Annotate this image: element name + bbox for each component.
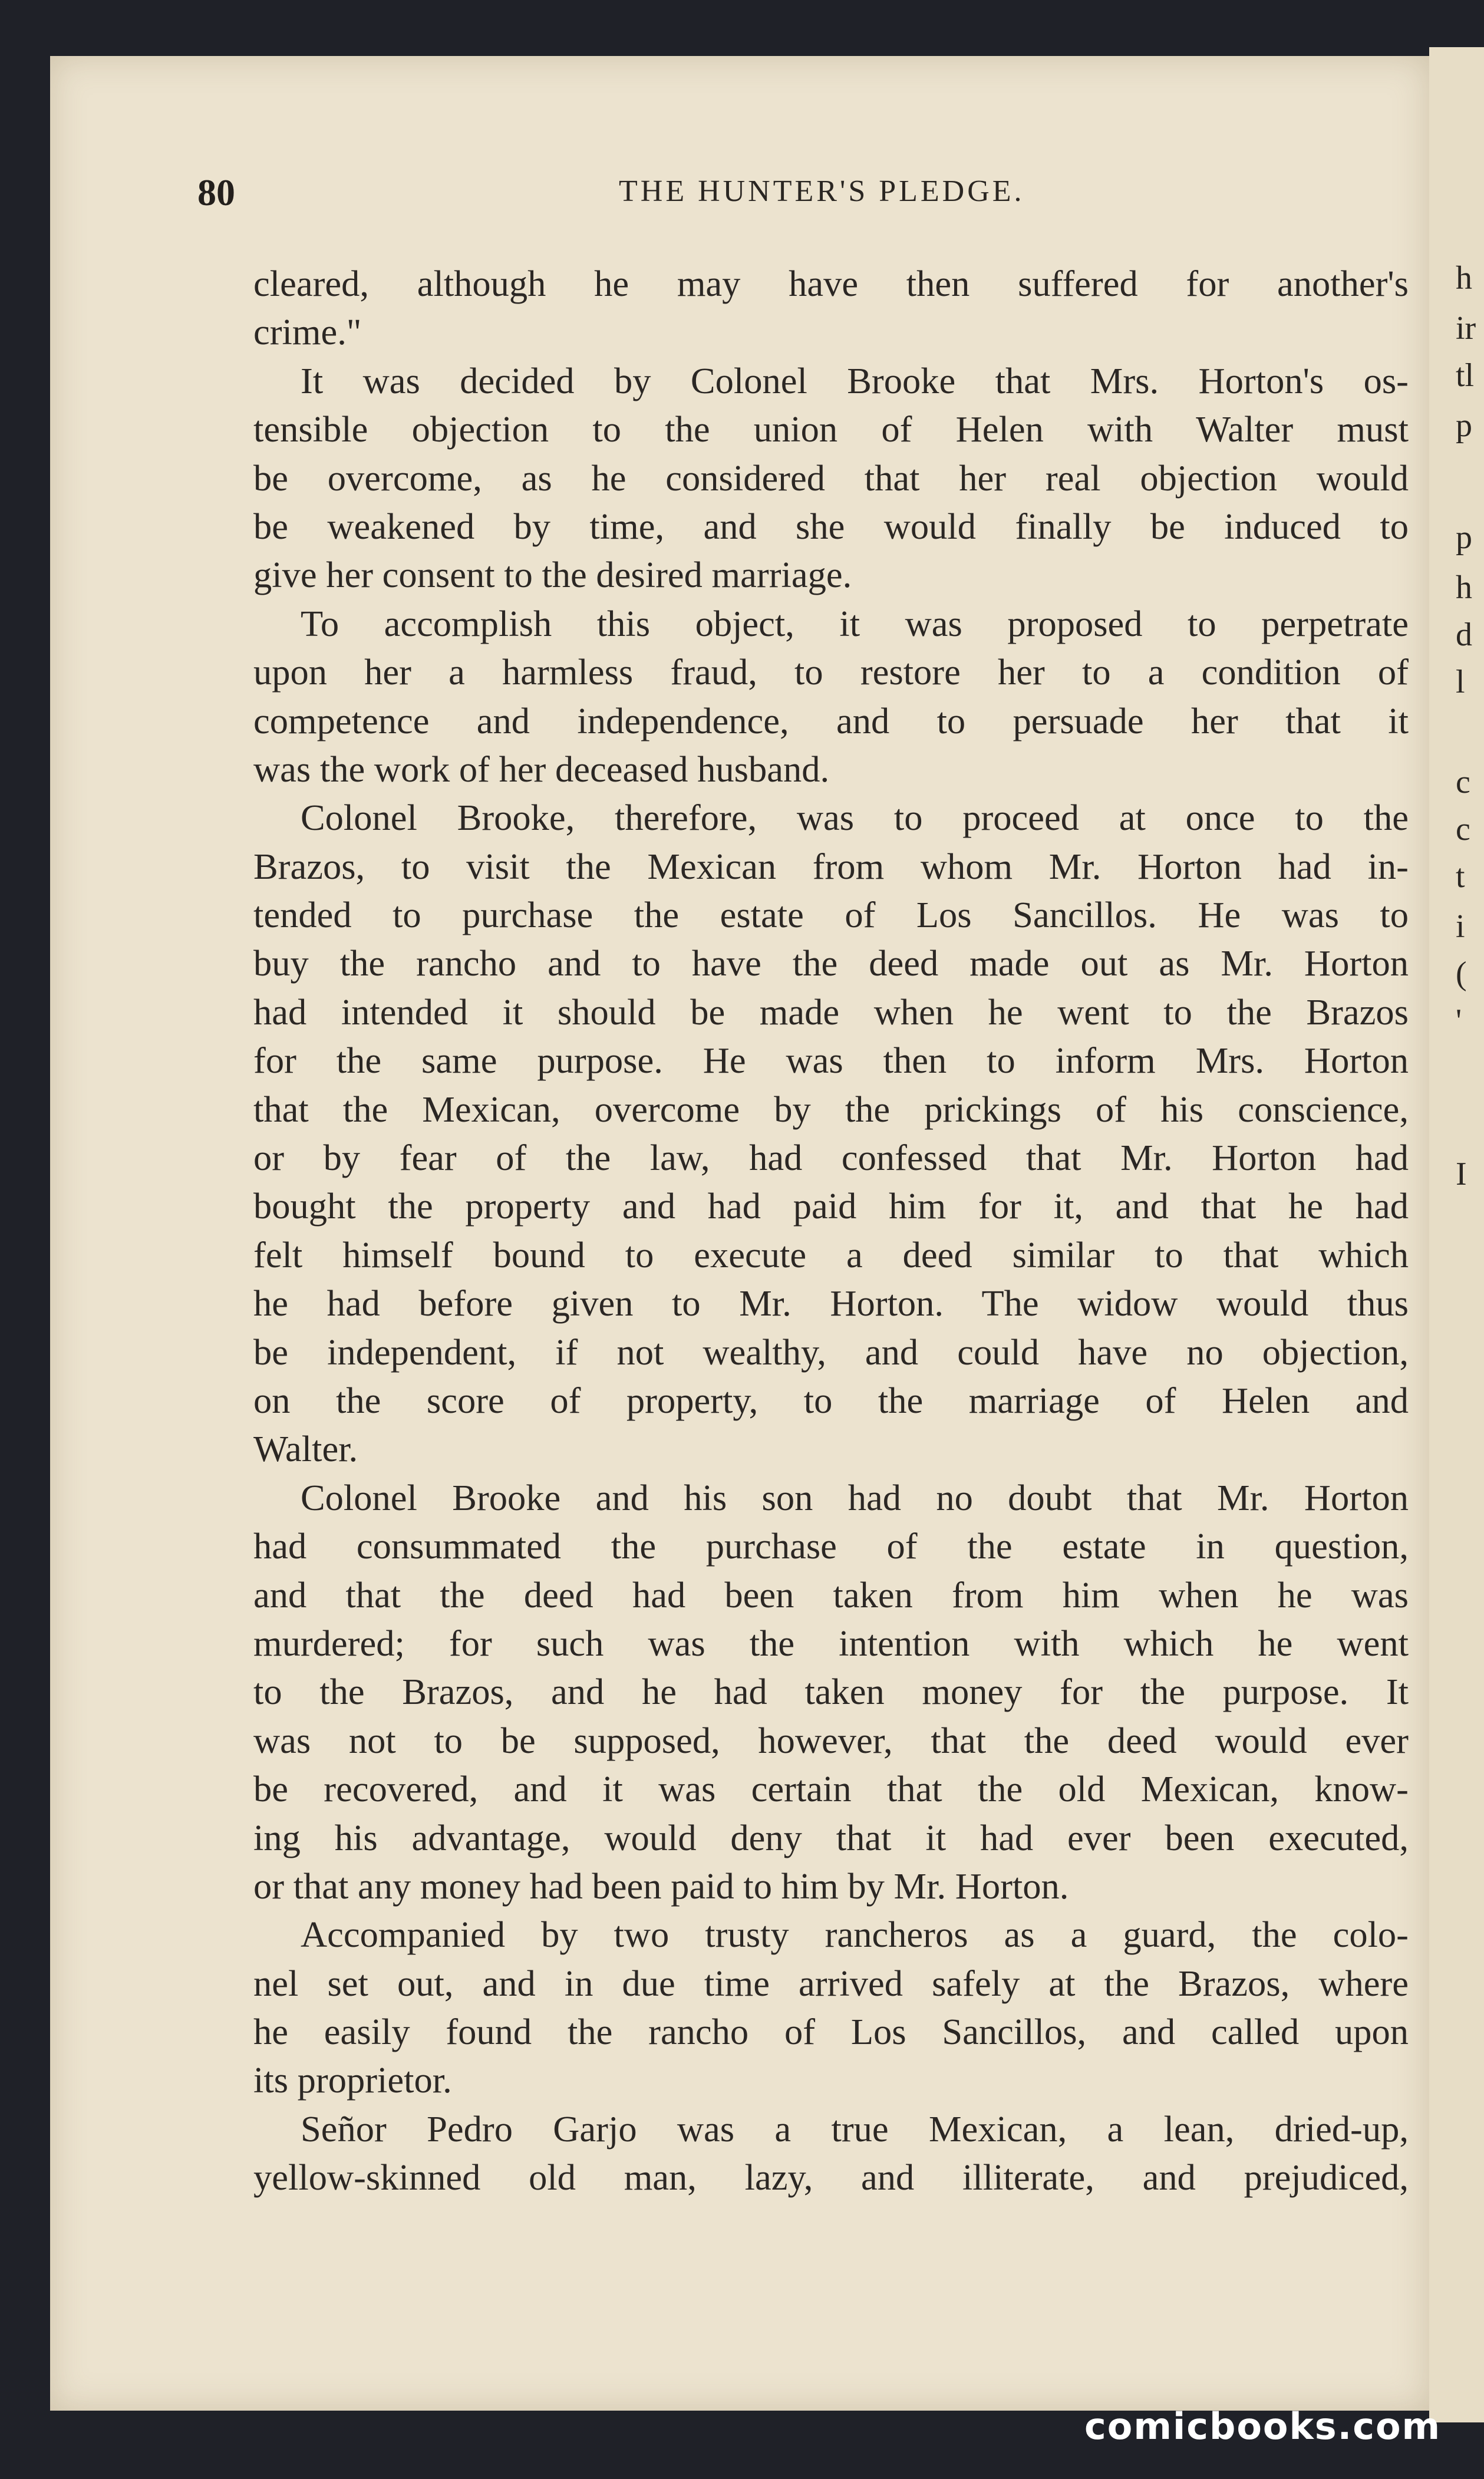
text-line: yellow-skinned old man, lazy, and illiterate, and prejudiced, — [253, 2157, 1409, 2198]
text-line: had intended it should be made when he went to the Brazos — [253, 991, 1409, 1033]
facing-page-letter: c — [1456, 764, 1470, 800]
text-line: be overcome, as he considered that her real objection would — [253, 457, 1409, 499]
facing-page-letter: d — [1456, 617, 1472, 653]
facing-page-letter: I — [1456, 1156, 1467, 1192]
text-line: was not to be supposed, however, that the deed would ever — [253, 1719, 1409, 1761]
facing-page-letter: ir — [1456, 310, 1476, 347]
text-line: It was decided by Colonel Brooke that Mrs. Horton's os- — [301, 360, 1409, 401]
facing-page-letter: l — [1456, 664, 1465, 700]
facing-page-letter: c — [1456, 811, 1470, 848]
text-line: or that any money had been paid to him by Mr. Horton. — [253, 1865, 1069, 1907]
text-line: cleared, although he may have then suffered for another's — [253, 263, 1409, 304]
text-line: be independent, if not wealthy, and could have no objection, — [253, 1331, 1409, 1373]
text-line: and that the deed had been taken from him when he was — [253, 1574, 1409, 1616]
text-line: tensible objection to the union of Helen with Walter must — [253, 408, 1409, 450]
text-line: ing his advantage, would deny that it had ever been executed, — [253, 1817, 1409, 1858]
text-line: or by fear of the law, had confessed that Mr. Horton had — [253, 1137, 1409, 1179]
text-line: that the Mexican, overcome by the prickings of his conscience, — [253, 1088, 1409, 1130]
text-line: buy the rancho and to have the deed made out as Mr. Horton — [253, 942, 1409, 984]
text-line: crime." — [253, 311, 362, 353]
text-line: on the score of property, to the marriage of Helen and — [253, 1379, 1409, 1421]
facing-page-letter: ' — [1456, 1003, 1462, 1039]
facing-page-letter: p — [1456, 407, 1472, 444]
facing-page-letter: h — [1456, 260, 1472, 296]
text-line: Brazos, to visit the Mexican from whom Mr. Horton had in- — [253, 845, 1409, 887]
facing-page-letter: ( — [1456, 955, 1467, 992]
body-text — [253, 259, 1409, 2202]
facing-page-letter: h — [1456, 569, 1472, 606]
text-line: to the Brazos, and he had taken money for the purpose. It — [253, 1671, 1409, 1713]
text-line: Walter. — [253, 1428, 358, 1470]
text-line: nel set out, and in due time arrived safely at the Brazos, where — [253, 1962, 1409, 2004]
text-line: Accompanied by two trusty rancheros as a guard, the colo- — [301, 1914, 1409, 1956]
text-line: be recovered, and it was certain that the old Mexican, know- — [253, 1768, 1409, 1810]
text-line: felt himself bound to execute a deed similar to that which — [253, 1234, 1409, 1275]
text-line: murdered; for such was the intention with which he went — [253, 1622, 1409, 1664]
text-line: was the work of her deceased husband. — [253, 748, 830, 790]
page-number: 80 — [197, 172, 235, 213]
text-line: Colonel Brooke and his son had no doubt that Mr. Horton — [301, 1476, 1409, 1518]
text-line: upon her a harmless fraud, to restore her to a condition of — [253, 651, 1409, 693]
facing-page-letter: i — [1456, 908, 1465, 945]
watermark: comicbooks.com — [1084, 2405, 1442, 2448]
text-line: its proprietor. — [253, 2059, 452, 2101]
text-line: he had before given to Mr. Horton. The widow would thus — [253, 1283, 1409, 1324]
text-line: be weakened by time, and she would finally be induced to — [253, 505, 1409, 547]
text-line: Señor Pedro Garjo was a true Mexican, a lean, dried-up, — [301, 2108, 1409, 2150]
facing-page-letter: tl — [1456, 357, 1475, 394]
text-line: for the same purpose. He was then to inform Mrs. Horton — [253, 1040, 1409, 1082]
text-line: tended to purchase the estate of Los Sancillos. He was to — [253, 894, 1409, 936]
text-line: Colonel Brooke, therefore, was to proceed at once to the — [301, 797, 1409, 839]
facing-page-edge — [1429, 47, 1484, 2422]
text-line: he easily found the rancho of Los Sancillos, and called upon — [253, 2011, 1409, 2053]
running-head: THE HUNTER'S PLEDGE. — [619, 174, 1025, 208]
facing-page-letter: t — [1456, 858, 1465, 895]
text-line: competence and independence, and to persuade her that it — [253, 700, 1409, 741]
text-line: had consummated the purchase of the estate in question, — [253, 1525, 1409, 1567]
text-line: bought the property and had paid him for it, and that he had — [253, 1185, 1409, 1227]
text-line: To accomplish this object, it was proposed to perpetrate — [301, 602, 1409, 644]
facing-page-letter: p — [1456, 519, 1472, 556]
text-line: give her consent to the desired marriage. — [253, 554, 852, 596]
